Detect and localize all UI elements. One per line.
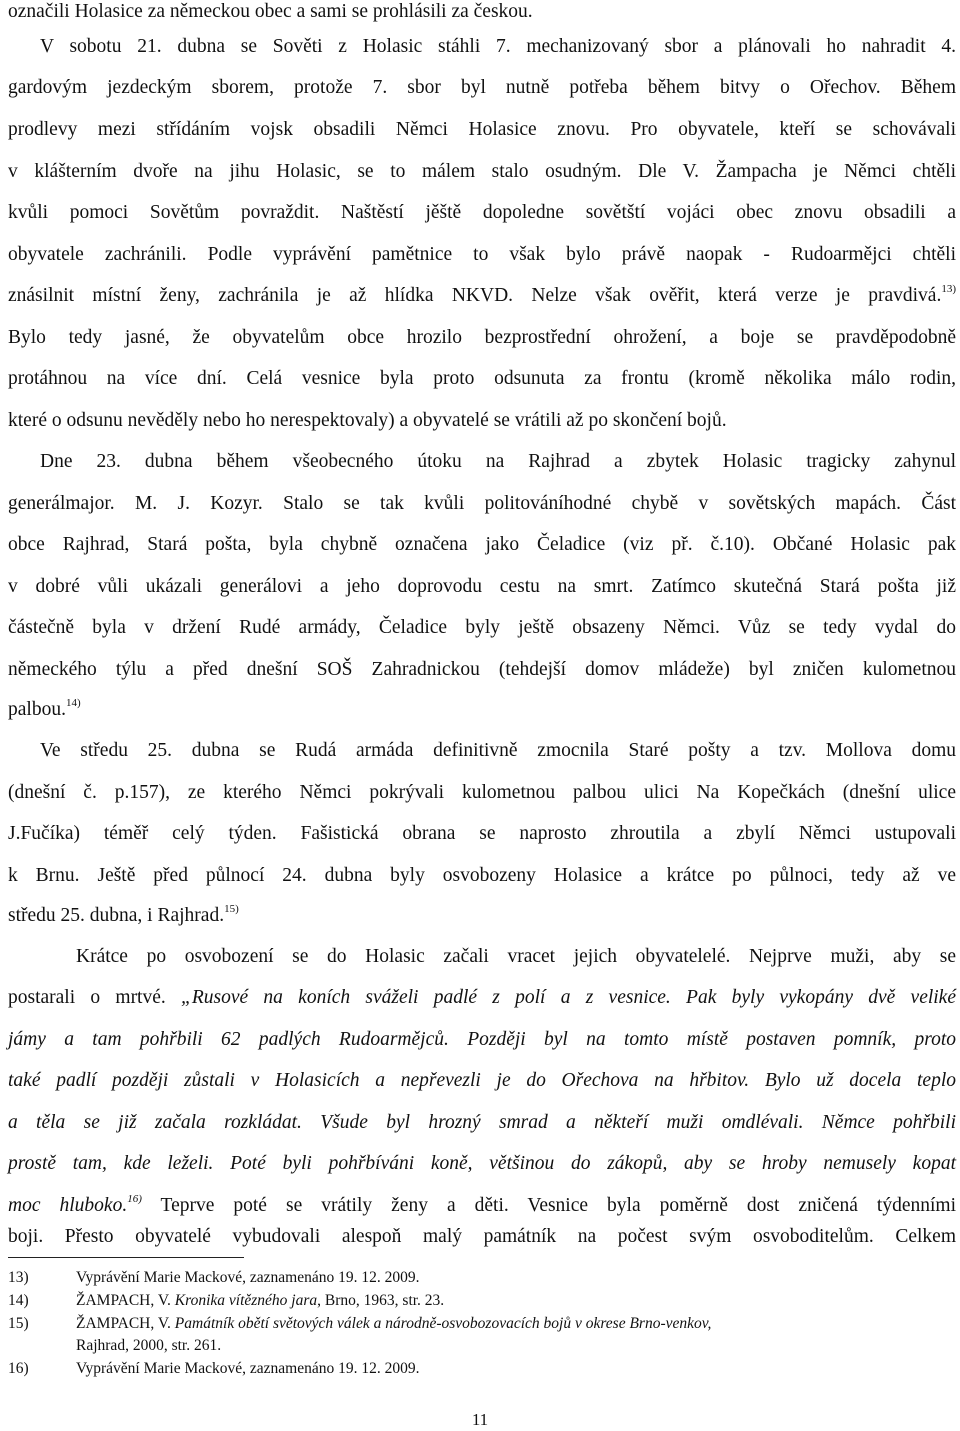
text-line: [8, 986, 956, 1010]
footnote-title: Kronika vítězného jara: [174, 1292, 318, 1309]
footnote-ref: 14): [65, 697, 81, 709]
text-line: obce Rajhrad, Stará pošta, byla chybně označena jako Čeladice (viz př. č.10). Občané Holasic pak: [8, 534, 956, 555]
text-line: boji. Přesto obyvatelé vybudovali alespoň malý památník na počest svým osvoboditelům. Celkem: [8, 1226, 956, 1247]
text-line: [8, 698, 956, 722]
quote-span: „Rusové na koních sváželi padlé z polí a z vesnice. Pak byly vykopány dvě veliké: [181, 987, 956, 1008]
text-line: v klášterním dvoře na jihu Holasic, se to málem stalo osudným. Dle V. Žampacha je Němci chtěli: [8, 161, 956, 182]
text-span: Teprve poté se vrátily ženy a děti. Vesnice byla poměrně dost zničená týdenními: [141, 1195, 956, 1216]
text-line: (dnešní č. p.157), ze kterého Němci pokrývali kulometnou palbou ulici Na Kopečkách (dnešní ulice: [8, 782, 956, 803]
text-line: Dne 23. dubna během všeobecného útoku na Rajhrad a zbytek Holasic tragicky zahynul: [40, 451, 956, 472]
footnote-details: , Brno, 1963, str. 23.: [317, 1292, 445, 1309]
footnote-author: ŽAMPACH, V.: [76, 1292, 175, 1309]
text-line: generálmajor. M. J. Kozyr. Stalo se tak kvůli politováníhodné chybě v sovětských mapách. Část: [8, 493, 956, 514]
footnote-title: Památník obětí světových válek a národně-osvobozovacích bojů v okrese Brno-venkov,: [174, 1315, 712, 1332]
text-span: palbou.: [8, 699, 66, 720]
footnote-number: 13): [8, 1269, 29, 1286]
footnote-details: Rajhrad, 2000, str. 261.: [76, 1337, 222, 1354]
text-line: J.Fučíka) téměř celý týden. Fašistická obrana se naprosto zhroutila a zbylí Němci ustupovali: [8, 823, 956, 844]
text-line: částečně byla v držení Rudé armády, Čeladice byly ještě obsazeny Němci. Vůz se tedy vydal do: [8, 617, 956, 638]
text-line: v dobré vůli ukázali generálovi a jeho doprovodu cestu na smrt. Zatímco skutečná Stará pošta již: [8, 576, 956, 597]
text-line: [8, 904, 956, 928]
quote-line: prostě tam, kde leželi. Poté byli pohřbíváni koně, většinou do zákopů, aby se hroby nemusely kopat: [8, 1153, 956, 1174]
footnote: [8, 1314, 908, 1334]
text-line: Krátce po osvobození se do Holasic začali vracet jejich obyvatelelé. Nejprve muži, aby se: [76, 946, 956, 967]
footnote-text: [76, 1291, 444, 1311]
quote-line: jámy a tam pohřbili 62 padlých Rudoarmějců. Později byl na tomto místě postaven pomník, proto: [8, 1029, 956, 1050]
footnote-ref: 13): [941, 283, 956, 295]
footnote: [8, 1268, 908, 1288]
footnote-text: Vyprávění Marie Mackové, zaznamenáno 19. 12. 2009.: [76, 1360, 420, 1377]
quote-line: také padlí později zůstali v Holasicích a nepřevezli je do Ořechova na hřbitov. Bylo už docela teplo: [8, 1070, 956, 1091]
footnote-continuation: [8, 1336, 908, 1356]
quote-span: moc hluboko.: [8, 1195, 128, 1216]
text-line: protáhnou na více dní. Celá vesnice byla proto odsunuta za frontu (kromě několika málo rodin,: [8, 368, 956, 389]
footnote-number: 14): [8, 1292, 29, 1309]
text-line: k Brnu. Ještě před půlnocí 24. dubna byly osvobozeny Holasice a krátce po půlnoci, tedy až ve: [8, 865, 956, 886]
text-line: obyvatele zachránili. Podle vyprávění pamětnice to však bylo právě naopak - Rudoarmějci chtěli: [8, 244, 956, 265]
text-line: Bylo tedy jasné, že obyvatelům obce hrozilo bezprostřední ohrožení, a boje se pravděpodobně: [8, 327, 956, 348]
footnote-text: Vyprávění Marie Mackové, zaznamenáno 19. 12. 2009.: [76, 1269, 420, 1286]
footnote: [8, 1291, 908, 1311]
text-line: V sobotu 21. dubna se Sověti z Holasic stáhli 7. mechanizovaný sbor a plánovali ho nahradit 4.: [40, 36, 956, 57]
quote-line: a těla se již začala rozkládat. Všude byl hrozný smrad a někteří muži omdlévali. Němce pohřbili: [8, 1112, 956, 1133]
text-line: označili Holasice za německou obec a sami se prohlásili za českou.: [8, 1, 533, 22]
footnote-author: ŽAMPACH, V.: [76, 1315, 175, 1332]
text-line: Ve středu 25. dubna se Rudá armáda definitivně zmocnila Staré pošty a tzv. Mollova domu: [40, 740, 956, 761]
text-line: německého týlu a před dnešní SOŠ Zahradnickou (tehdejší domov mládeže) byl zničen kulometnou: [8, 659, 956, 680]
page-number: 11: [471, 1410, 489, 1429]
text-line: [8, 1194, 956, 1218]
text-span: středu 25. dubna, i Rajhrad.: [8, 905, 225, 926]
text-span: postarali o mrtvé.: [8, 987, 182, 1008]
text-line: [8, 284, 956, 308]
footnote-text: [76, 1314, 711, 1334]
footnote-ref: 15): [224, 903, 239, 915]
text-span: znásilnit místní ženy, zachránila je až hlídka NKVD. Nelze však ověřit, která verze je pravdivá.: [8, 285, 942, 306]
footnote: [8, 1359, 908, 1379]
text-line: kvůli pomoci Sovětům povraždit. Naštěstí jěště dopoledne sovětští vojáci obec znovu obsadili a: [8, 202, 956, 223]
footnote-number: 16): [8, 1360, 29, 1377]
footnote-ref: 16): [127, 1193, 142, 1205]
text-line: které o odsunu nevěděly nebo ho nerespektovaly) a obyvatelé se vrátili až po skončení bojů.: [8, 410, 727, 431]
text-line: prodlevy mezi střídáním vojsk obsadili Němci Holasice znovu. Pro obyvatele, kteří se schovávali: [8, 119, 956, 140]
text-line: gardovým jezdeckým sborem, protože 7. sbor byl nutně potřeba během bitvy o Ořechov. Během: [8, 77, 956, 98]
footnote-number: 15): [8, 1315, 29, 1332]
footnote-separator: [8, 1257, 244, 1258]
